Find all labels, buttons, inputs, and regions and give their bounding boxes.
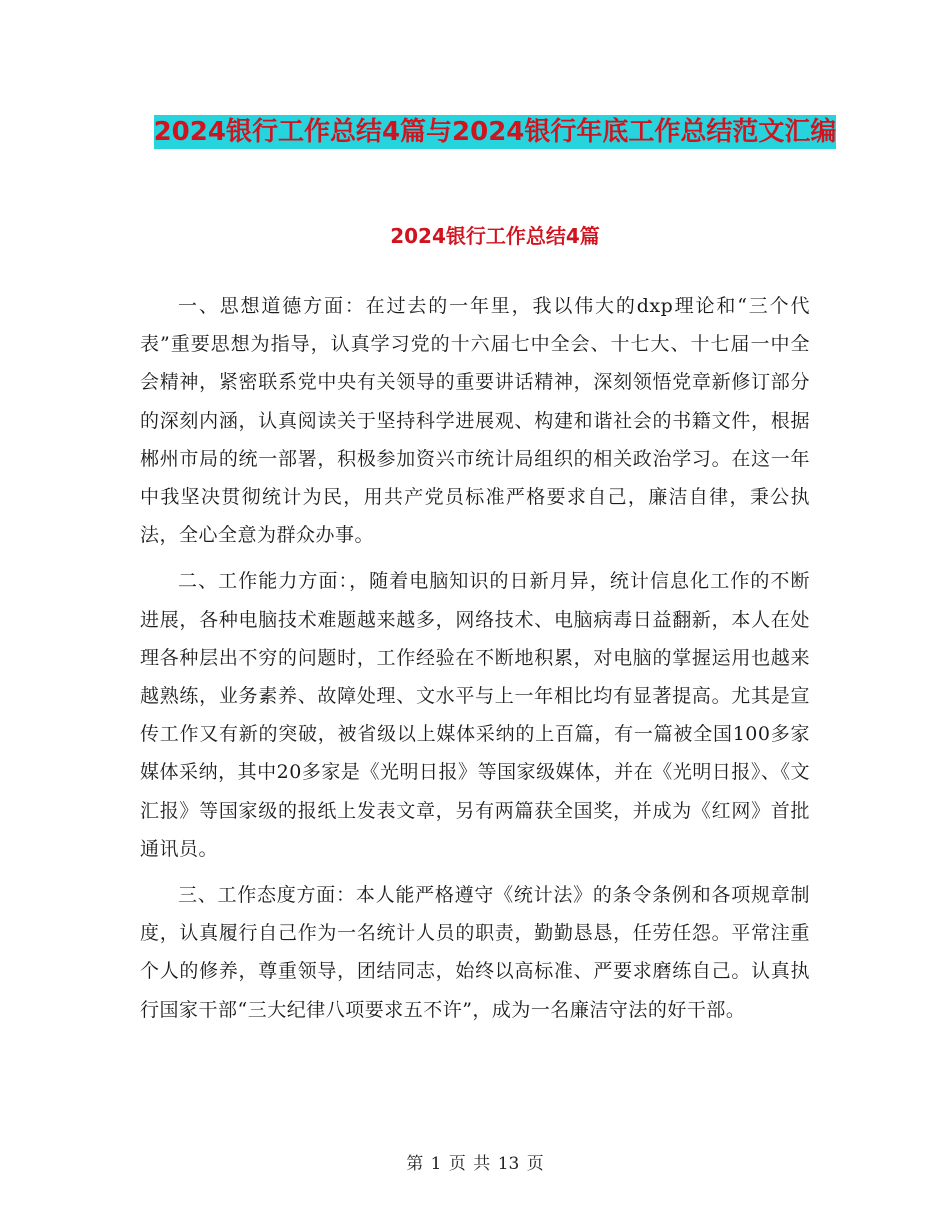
paragraph-moral: 一、思想道德方面：在过去的一年里，我以伟大的dxp理论和“三个代表”重要思想为指导，认真学习党的十六届七中全会、十七大、十七届一中全会精神，紧密联系党中央有关领导的重要讲话精神，深刻领悟党章新修订部分的深刻内涵，认真阅读关于坚持科学进展观、构建和谐社会的书籍文件，根据郴州市局的统一部署，积极参加资兴市统计局组织的相关政治学习。在这一年中我坚决贯彻统计为民，用共产党员标准严格要求自己，廉洁自律，秉公执法，全心全意为群众办事。 <box>140 295 810 547</box>
paragraph-attitude: 三、工作态度方面：本人能严格遵守《统计法》的条令条例和各项规章制度，认真履行自己作为一名统计人员的职责，勤勤恳恳，任劳任怨。平常注重个人的修养，尊重领导，团结同志，始终以高标准、严要求磨练自己。认真执行国家干部“三大纪律八项要求五不许”，成为一名廉洁守法的好干部。 <box>140 884 810 1021</box>
document-title-text: 2024银行工作总结4篇与2024银行年底工作总结范文汇编 <box>153 117 837 147</box>
page-number-footer: 第 1 页 共 13 页 <box>406 1154 544 1174</box>
document-body <box>140 287 810 1029</box>
document-title <box>140 112 850 152</box>
paragraph-ability: 二、工作能力方面：，随着电脑知识的日新月异，统计信息化工作的不断进展，各种电脑技术难题越来越多，网络技术、电脑病毒日益翻新，本人在处理各种层出不穷的问题时，工作经验在不断地积累，对电脑的掌握运用也越来越熟练，业务素养、故障处理、文水平与上一年相比均有显著提高。尤其是宣传工作又有新的突破，被省级以上媒体采纳的上百篇，有一篇被全国100多家媒体采纳，其中20多家是《光明日报》等国家级媒体，并在《光明日报》、《文汇报》等国家级的报纸上发表文章，另有两篇获全国奖，并成为《红网》首批通讯员。 <box>140 570 810 860</box>
section-title: 2024银行工作总结4篇 <box>390 224 600 248</box>
